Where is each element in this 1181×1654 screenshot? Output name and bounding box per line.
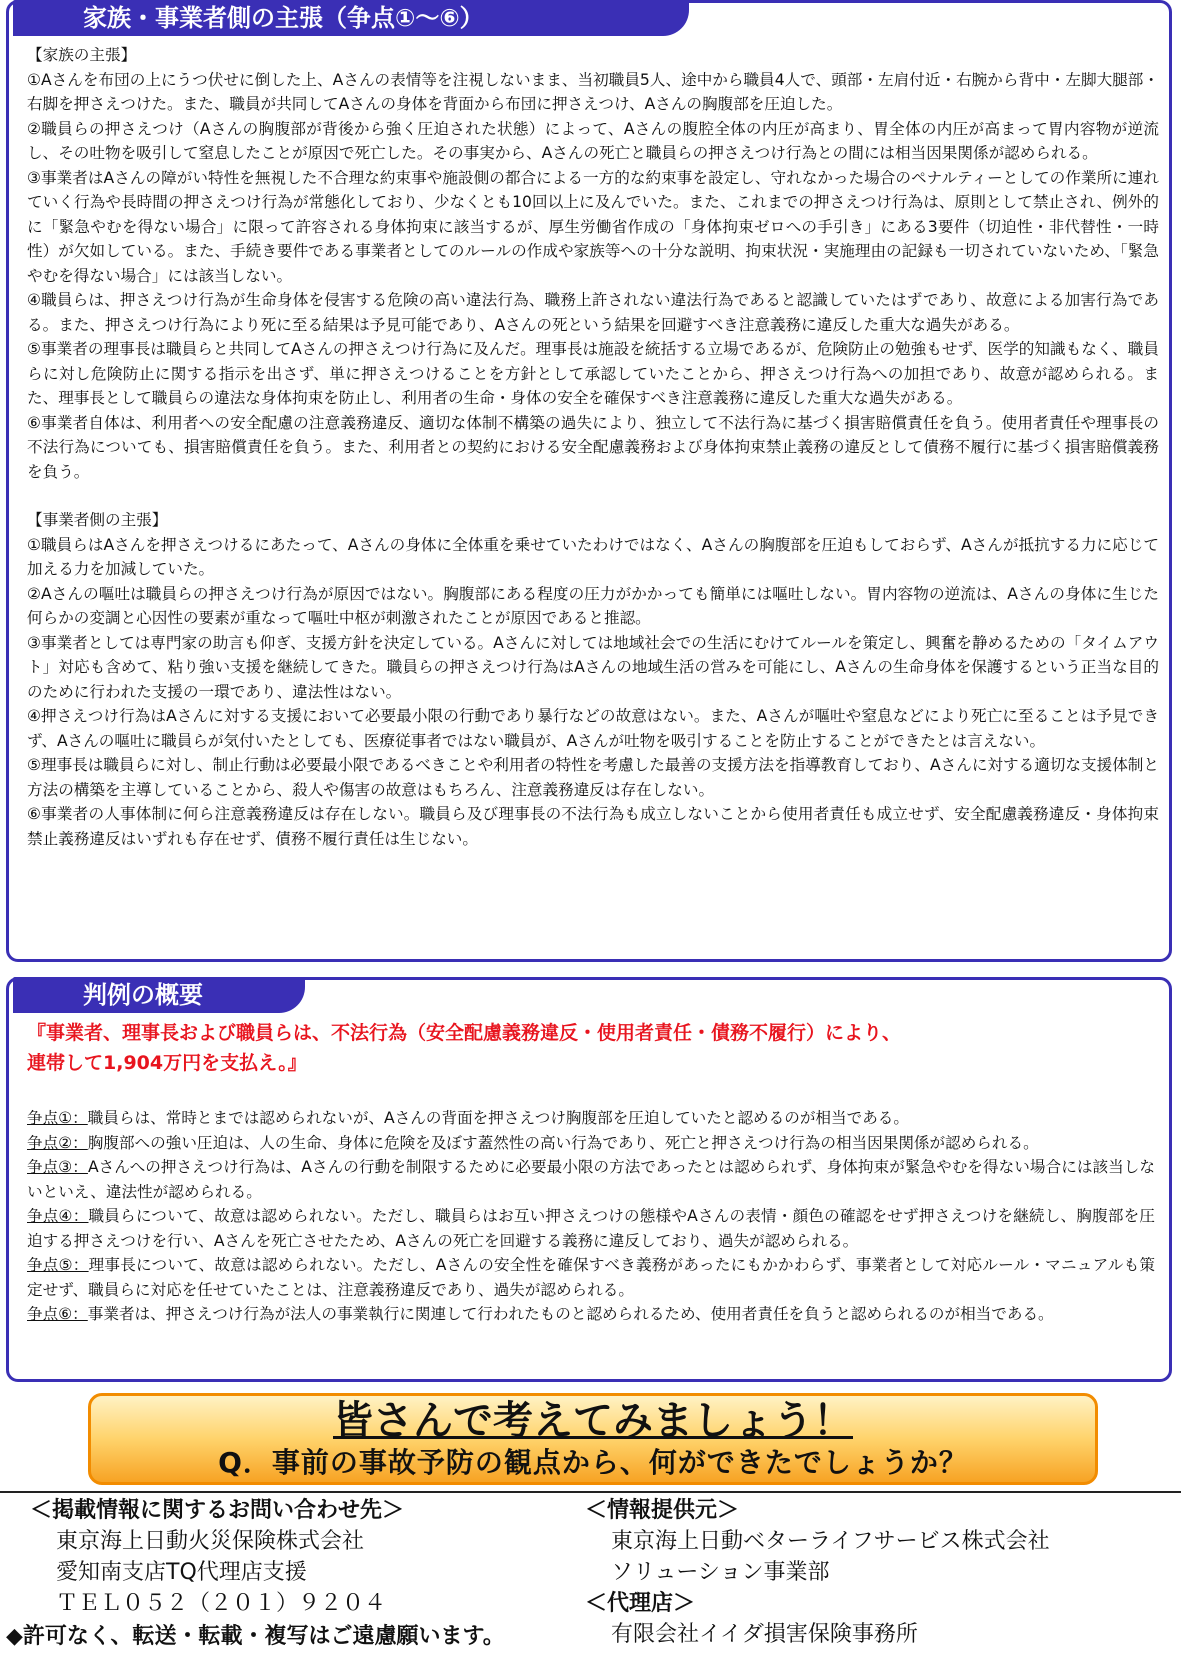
discussion-banner xyxy=(88,1393,1098,1485)
discussion-question: Q．事前の事故予防の観点から、何ができたでしょうか？ xyxy=(218,1446,968,1479)
claims-section-header: 家族・事業者側の主張（争点①～⑥） xyxy=(13,0,689,36)
point-label: 争点④： xyxy=(27,1207,89,1225)
judgment-point-3 xyxy=(27,1155,1155,1204)
point-text: 職員らは、常時とまでは認められないが、Aさんの背面を押さえつけ胸腹部を圧迫していたと認めるのが相当である。 xyxy=(87,1109,909,1127)
copyright-warning: ◆許可なく、転送・転載・複写はご遠慮願います。 xyxy=(6,1624,505,1649)
operator-claim-6: ⑥事業者の人事体制に何ら注意義務違反は存在しない。職員ら及び理事長の不法行為も成立しないことから使用者責任も成立せず、安全配慮義務違反・身体拘束禁止義務違反はいずれも存在せず、債務不履行責任は生じない。 xyxy=(27,805,1159,848)
family-claim-6: ⑥事業者自体は、利用者への安全配慮の注意義務違反、適切な体制不構築の過失により、独立して不法行為に基づく損害賠償責任を負う。使用者責任や理事長の不法行為についても、損害賠償責任を負う。また、利用者との契約における安全配慮義務および身体拘束禁止義務の違反として債務不履行に基づく損害賠償義務を負う。 xyxy=(27,413,1159,481)
judgment-point-2 xyxy=(27,1131,1155,1156)
judgment-section-header: 判例の概要 xyxy=(13,977,305,1013)
contact-branch: 愛知南支店TQ代理店支援 xyxy=(56,1560,307,1585)
verdict-line-1: 『事業者、理事長および職員らは、不法行為（安全配慮義務違反・使用者責任・債務不履行）により、 xyxy=(27,1022,902,1044)
operator-claims-title: 【事業者側の主張】 xyxy=(27,511,168,529)
point-label: 争点②： xyxy=(27,1133,88,1152)
judgment-section xyxy=(6,977,1172,1382)
point-text: 理事長について、故意は認められない。ただし、Aさんの安全性を確保すべき義務があったにもかかわらず、事業者として対応ルール・マニュアルも策定せず、職員らに対応を任せていたことは、注意義務違反であり、過失が認められる。 xyxy=(27,1256,1155,1299)
judgment-point-1 xyxy=(27,1106,1155,1131)
judgment-point-6 xyxy=(27,1302,1155,1327)
claims-body xyxy=(27,43,1159,851)
provider-company: 東京海上日動ベターライフサービス株式会社 xyxy=(611,1529,1050,1554)
family-claim-4: ④職員らは、押さえつけ行為が生命身体を侵害する危険の高い違法行為、職務上許されない違法行為であると認識していたはずであり、故意による加害行為である。また、押さえつけ行為により死に至る結果は予見可能であり、Aさんの死という結果を回避すべき注意義務に違反した重大な過失がある。 xyxy=(27,291,1159,334)
family-claim-5: ⑤事業者の理事長は職員らと共同してAさんの押さえつけ行為に及んだ。理事長は施設を統括する立場であるが、危険防止の勉強もせず、医学的知識もなく、職員らに対し危険防止に関する指示を出さず、単に押さえつけることを方針として承認していたことから、押さえつけ行為への加担であり、故意が認められる。また、理事長として職員らの違法な身体拘束を防止し、利用者の生命・身体の安全を確保すべき注意義務に違反した重大な過失がある。 xyxy=(27,340,1159,407)
agency-title: ＜代理店＞ xyxy=(585,1591,696,1616)
point-label: 争点①： xyxy=(27,1109,88,1127)
point-label: 争点⑤： xyxy=(27,1256,89,1274)
point-text: 事業者は、押さえつけ行為が法人の事業執行に関連して行われたものと認められるため、使用者責任を負うと認められるのが相当である。 xyxy=(87,1305,1054,1323)
operator-claim-4: ④押さえつけ行為はAさんに対する支援において必要最小限の行動であり暴行などの故意はない。また、Aさんが嘔吐や窒息などにより死亡に至ることは予見できず、Aさんの嘔吐に職員らが気付いたとしても、医療従事者ではない職員が、Aさんが吐物を吸引することを防止することができたとは言えない。 xyxy=(27,707,1159,750)
claims-section xyxy=(6,0,1172,962)
point-text: Aさんへの押さえつけ行為は、Aさんの行動を制限するために必要最小限の方法であったとは認められず、身体拘束が緊急やむを得ない場合には該当しないといえ、違法性が認められる。 xyxy=(27,1158,1155,1201)
judgment-point-5 xyxy=(27,1253,1155,1302)
operator-claim-2: ②Aさんの嘔吐は職員らの押さえつけ行為が原因ではない。胸腹部にある程度の圧力がかかっても簡単には嘔吐しない。胃内容物の逆流は、Aさんの身体に生じた何らかの変調と心因性の要素が重なって嘔吐中枢が刺激されたことが原因であると推認。 xyxy=(27,584,1159,627)
operator-claim-1: ①職員らはAさんを押さえつけるにあたって、Aさんの身体に全体重を乗せていたわけではなく、Aさんの胸腹部を圧迫もしておらず、Aさんが抵抗する力に応じて加える力を加減していた。 xyxy=(27,535,1159,578)
agency-name: 有限会社イイダ損害保険事務所 xyxy=(611,1622,918,1647)
judgment-point-4 xyxy=(27,1204,1155,1253)
provider-division: ソリューション事業部 xyxy=(611,1560,830,1585)
verdict-line-2: 連帯して1,904万円を支払え。』 xyxy=(27,1052,307,1074)
point-label: 争点⑥： xyxy=(27,1305,88,1323)
contact-company: 東京海上日動火災保険株式会社 xyxy=(56,1529,365,1554)
point-label: 争点③： xyxy=(27,1158,88,1176)
family-claim-2: ②職員らの押さえつけ（Aさんの胸腹部が背後から強く圧迫された状態）によって、Aさんの腹腔全体の内圧が高まり、胃全体の内圧が高まって胃内容物が逆流し、その吐物を吸引して窒息したことが原因で死亡した。その事実から、Aさんの死亡と職員らの押さえつけ行為との間には相当因果関係が認められる。 xyxy=(27,119,1159,162)
family-claim-1: ①Aさんを布団の上にうつ伏せに倒した上、Aさんの表情等を注視しないまま、当初職員5人、途中から職員4人で、頭部・左肩付近・右腕から背中・左脚大腿部・右脚を押さえつけた。また、職員が共同してAさんの身体を背面から布団に押さえつけ、Aさんの胸腹部を圧迫した。 xyxy=(27,70,1159,113)
family-claim-3: ③事業者はAさんの障がい特性を無視した不合理な約束事や施設側の都合による一方的な約束事を設定し、守れなかった場合のペナルティーとしての作業所に連れていく行為や長時間の押さえつけ行為が常態化しており、少なくとも10回以上に及んでいた。また、これまでの押さえつけ行為は、原則として禁止され、例外的に「緊急やむを得ない場合」に限って許容される身体拘束に該当するが、厚生労働省作成の「身体拘束ゼロへの手引き」にある3要件（切迫性・非代替性・一時性）が欠如している。また、手続き要件である事業者としてのルールの作成や家族等への十分な説明、拘束状況・実施理由の記録も一切されていないため、「緊急やむを得ない場合」には該当しない。 xyxy=(27,168,1159,285)
verdict xyxy=(27,1018,1155,1078)
discussion-title: 皆さんで考えてみましょう！ xyxy=(333,1398,853,1444)
contact-phone: ＴＥＬ０５２（２０１）９２０４ xyxy=(56,1591,387,1616)
contact-info xyxy=(30,1495,404,1619)
operator-claim-5: ⑤理事長は職員らに対し、制止行動は必要最小限であるべきことや利用者の特性を考慮した最善の支援方法を指導教育しており、Aさんに対する適切な支援体制と方法の構築を主導していることから、殺人や傷害の故意はもちろん、注意義務違反は存在しない。 xyxy=(27,756,1159,799)
provider-info xyxy=(585,1495,1050,1650)
provider-title: ＜情報提供元＞ xyxy=(585,1498,740,1523)
footer-divider xyxy=(0,1491,1181,1493)
family-claims-title: 【家族の主張】 xyxy=(27,46,137,64)
operator-claim-3: ③事業者としては専門家の助言も仰ぎ、支援方針を決定している。Aさんに対しては地域社会での生活にむけてルールを策定し、興奮を静めるための「タイムアウト」対応も含めて、粘り強い支援を継続してきた。職員らの押さえつけ行為はAさんの地域生活の営みを可能にし、Aさんの生命身体を保護するという正当な目的のために行われた支援の一環であり、違法性はない。 xyxy=(27,633,1159,701)
point-text: 胸腹部への強い圧迫は、人の生命、身体に危険を及ぼす蓋然性の高い行為であり、死亡と押さえつけ行為の相当因果関係が認められる。 xyxy=(87,1133,1039,1152)
point-text: 職員らについて、故意は認められない。ただし、職員らはお互い押さえつけの態様やAさんの表情・顔色の確認をせず押さえつけを継続し、胸腹部を圧迫する押さえつけを行い、Aさんを死亡させたため、Aさんの死亡を回避する義務に違反しており、過失が認められる。 xyxy=(27,1207,1155,1250)
judgment-points xyxy=(27,1106,1155,1327)
contact-title: ＜掲載情報に関するお問い合わせ先＞ xyxy=(30,1498,405,1523)
